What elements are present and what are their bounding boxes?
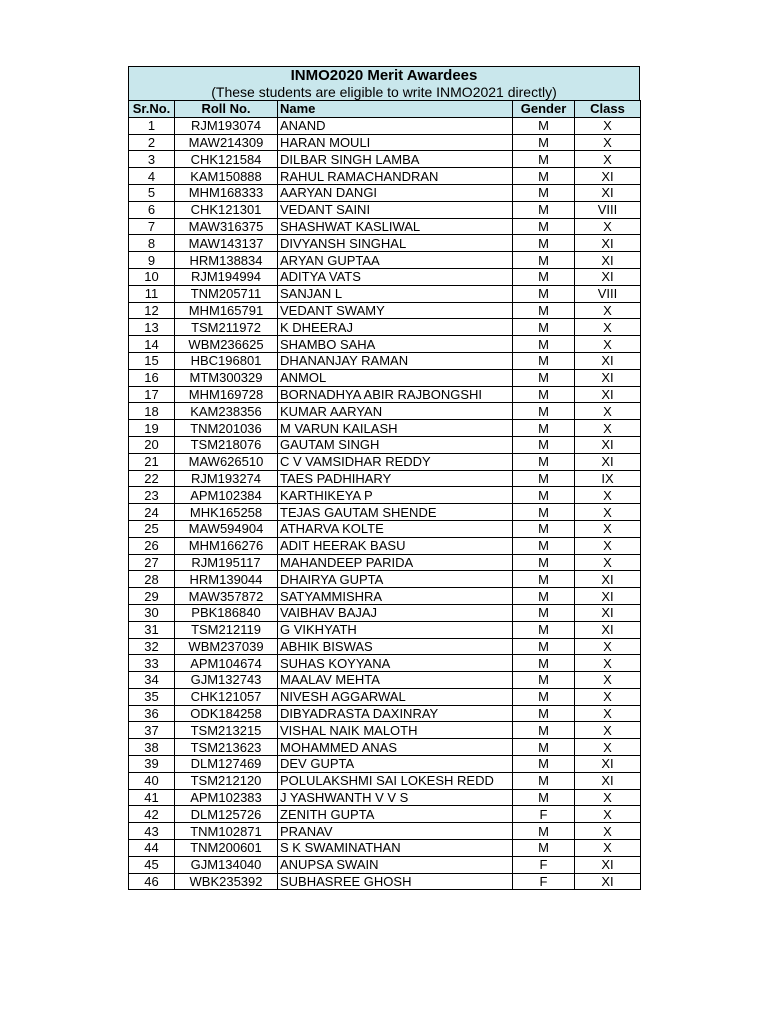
cell-roll-no: TNM200601 bbox=[175, 840, 278, 857]
cell-sr-no: 30 bbox=[129, 604, 175, 621]
table-row bbox=[129, 235, 641, 252]
cell-class: X bbox=[575, 487, 641, 504]
cell-sr-no: 21 bbox=[129, 453, 175, 470]
cell-name: HARAN MOULI bbox=[278, 134, 513, 151]
cell-class: XI bbox=[575, 856, 641, 873]
cell-roll-no: CHK121301 bbox=[175, 201, 278, 218]
cell-name: RAHUL RAMACHANDRAN bbox=[278, 168, 513, 185]
cell-class: X bbox=[575, 134, 641, 151]
table-row bbox=[129, 336, 641, 353]
cell-roll-no: APM102384 bbox=[175, 487, 278, 504]
cell-sr-no: 24 bbox=[129, 504, 175, 521]
cell-sr-no: 37 bbox=[129, 722, 175, 739]
cell-roll-no: TNM102871 bbox=[175, 823, 278, 840]
cell-gender: M bbox=[513, 201, 575, 218]
cell-gender: M bbox=[513, 823, 575, 840]
cell-gender: F bbox=[513, 856, 575, 873]
cell-sr-no: 16 bbox=[129, 369, 175, 386]
cell-name: SANJAN L bbox=[278, 285, 513, 302]
cell-gender: M bbox=[513, 739, 575, 756]
cell-name: MAALAV MEHTA bbox=[278, 672, 513, 689]
table-row bbox=[129, 722, 641, 739]
cell-sr-no: 15 bbox=[129, 352, 175, 369]
table-row bbox=[129, 840, 641, 857]
awardees-table bbox=[128, 100, 641, 890]
table-row bbox=[129, 537, 641, 554]
cell-name: DHANANJAY RAMAN bbox=[278, 352, 513, 369]
cell-sr-no: 20 bbox=[129, 436, 175, 453]
table-row bbox=[129, 268, 641, 285]
cell-sr-no: 40 bbox=[129, 772, 175, 789]
cell-class: X bbox=[575, 638, 641, 655]
cell-name: VAIBHAV BAJAJ bbox=[278, 604, 513, 621]
cell-class: XI bbox=[575, 252, 641, 269]
cell-roll-no: TNM205711 bbox=[175, 285, 278, 302]
cell-sr-no: 43 bbox=[129, 823, 175, 840]
cell-roll-no: MAW143137 bbox=[175, 235, 278, 252]
cell-roll-no: GJM134040 bbox=[175, 856, 278, 873]
cell-gender: M bbox=[513, 688, 575, 705]
cell-roll-no: PBK186840 bbox=[175, 604, 278, 621]
cell-roll-no: DLM125726 bbox=[175, 806, 278, 823]
cell-sr-no: 39 bbox=[129, 756, 175, 773]
cell-class: X bbox=[575, 336, 641, 353]
cell-gender: M bbox=[513, 554, 575, 571]
cell-sr-no: 6 bbox=[129, 201, 175, 218]
cell-gender: M bbox=[513, 520, 575, 537]
cell-sr-no: 44 bbox=[129, 840, 175, 857]
cell-gender: M bbox=[513, 588, 575, 605]
cell-roll-no: RJM193074 bbox=[175, 117, 278, 134]
cell-name: GAUTAM SINGH bbox=[278, 436, 513, 453]
table-row bbox=[129, 436, 641, 453]
cell-gender: M bbox=[513, 168, 575, 185]
cell-name: POLULAKSHMI SAI LOKESH REDD bbox=[278, 772, 513, 789]
cell-gender: M bbox=[513, 672, 575, 689]
cell-name: VEDANT SAINI bbox=[278, 201, 513, 218]
table-row bbox=[129, 386, 641, 403]
cell-class: XI bbox=[575, 604, 641, 621]
cell-name: NIVESH AGGARWAL bbox=[278, 688, 513, 705]
cell-roll-no: TSM212119 bbox=[175, 621, 278, 638]
cell-sr-no: 14 bbox=[129, 336, 175, 353]
cell-name: ARYAN GUPTAA bbox=[278, 252, 513, 269]
table-row bbox=[129, 504, 641, 521]
table-row bbox=[129, 672, 641, 689]
cell-class: XI bbox=[575, 352, 641, 369]
cell-roll-no: TSM213623 bbox=[175, 739, 278, 756]
cell-roll-no: MAW357872 bbox=[175, 588, 278, 605]
cell-name: KUMAR AARYAN bbox=[278, 403, 513, 420]
cell-sr-no: 31 bbox=[129, 621, 175, 638]
table-row bbox=[129, 873, 641, 890]
cell-roll-no: TNM201036 bbox=[175, 420, 278, 437]
cell-name: PRANAV bbox=[278, 823, 513, 840]
cell-sr-no: 12 bbox=[129, 302, 175, 319]
cell-class: X bbox=[575, 840, 641, 857]
cell-sr-no: 41 bbox=[129, 789, 175, 806]
cell-name: ANMOL bbox=[278, 369, 513, 386]
cell-gender: M bbox=[513, 235, 575, 252]
cell-name: VEDANT SWAMY bbox=[278, 302, 513, 319]
cell-roll-no: TSM213215 bbox=[175, 722, 278, 739]
cell-name: DEV GUPTA bbox=[278, 756, 513, 773]
title-banner bbox=[128, 66, 640, 100]
cell-roll-no: HBC196801 bbox=[175, 352, 278, 369]
table-row bbox=[129, 470, 641, 487]
table-row bbox=[129, 319, 641, 336]
cell-sr-no: 19 bbox=[129, 420, 175, 437]
table-row bbox=[129, 520, 641, 537]
cell-sr-no: 29 bbox=[129, 588, 175, 605]
cell-gender: M bbox=[513, 352, 575, 369]
cell-sr-no: 45 bbox=[129, 856, 175, 873]
cell-gender: M bbox=[513, 336, 575, 353]
cell-name: SHASHWAT KASLIWAL bbox=[278, 218, 513, 235]
cell-gender: M bbox=[513, 840, 575, 857]
cell-sr-no: 7 bbox=[129, 218, 175, 235]
table-row bbox=[129, 856, 641, 873]
cell-class: X bbox=[575, 705, 641, 722]
table-row bbox=[129, 621, 641, 638]
cell-class: X bbox=[575, 420, 641, 437]
cell-gender: F bbox=[513, 873, 575, 890]
cell-roll-no: MHM166276 bbox=[175, 537, 278, 554]
cell-class: XI bbox=[575, 184, 641, 201]
cell-class: XI bbox=[575, 168, 641, 185]
table-row bbox=[129, 739, 641, 756]
table-row bbox=[129, 168, 641, 185]
cell-sr-no: 2 bbox=[129, 134, 175, 151]
table-row bbox=[129, 117, 641, 134]
cell-class: XI bbox=[575, 588, 641, 605]
cell-name: ZENITH GUPTA bbox=[278, 806, 513, 823]
cell-gender: M bbox=[513, 537, 575, 554]
column-header-class: Class bbox=[575, 101, 641, 118]
cell-name: SUBHASREE GHOSH bbox=[278, 873, 513, 890]
cell-sr-no: 25 bbox=[129, 520, 175, 537]
table-row bbox=[129, 588, 641, 605]
cell-roll-no: KAM150888 bbox=[175, 168, 278, 185]
cell-gender: M bbox=[513, 504, 575, 521]
cell-roll-no: HRM139044 bbox=[175, 571, 278, 588]
cell-sr-no: 27 bbox=[129, 554, 175, 571]
cell-name: KARTHIKEYA P bbox=[278, 487, 513, 504]
cell-sr-no: 3 bbox=[129, 151, 175, 168]
cell-sr-no: 22 bbox=[129, 470, 175, 487]
cell-gender: M bbox=[513, 571, 575, 588]
table-row bbox=[129, 420, 641, 437]
cell-sr-no: 4 bbox=[129, 168, 175, 185]
merit-list-sheet bbox=[128, 66, 640, 890]
cell-gender: M bbox=[513, 638, 575, 655]
cell-class: X bbox=[575, 319, 641, 336]
cell-roll-no: RJM194994 bbox=[175, 268, 278, 285]
cell-sr-no: 8 bbox=[129, 235, 175, 252]
cell-class: X bbox=[575, 151, 641, 168]
cell-roll-no: DLM127469 bbox=[175, 756, 278, 773]
cell-name: DIVYANSH SINGHAL bbox=[278, 235, 513, 252]
table-row bbox=[129, 655, 641, 672]
table-row bbox=[129, 218, 641, 235]
table-body bbox=[129, 117, 641, 890]
cell-class: X bbox=[575, 504, 641, 521]
cell-name: ANUPSA SWAIN bbox=[278, 856, 513, 873]
table-row bbox=[129, 604, 641, 621]
cell-gender: M bbox=[513, 756, 575, 773]
cell-name: ADITYA VATS bbox=[278, 268, 513, 285]
cell-sr-no: 28 bbox=[129, 571, 175, 588]
cell-roll-no: WBM237039 bbox=[175, 638, 278, 655]
cell-sr-no: 5 bbox=[129, 184, 175, 201]
cell-gender: M bbox=[513, 705, 575, 722]
cell-name: MOHAMMED ANAS bbox=[278, 739, 513, 756]
cell-gender: M bbox=[513, 117, 575, 134]
cell-class: X bbox=[575, 789, 641, 806]
cell-roll-no: ODK184258 bbox=[175, 705, 278, 722]
cell-class: X bbox=[575, 537, 641, 554]
cell-roll-no: APM102383 bbox=[175, 789, 278, 806]
cell-sr-no: 33 bbox=[129, 655, 175, 672]
column-header-sr: Sr.No. bbox=[129, 101, 175, 118]
cell-name: DILBAR SINGH LAMBA bbox=[278, 151, 513, 168]
cell-class: X bbox=[575, 672, 641, 689]
table-row bbox=[129, 806, 641, 823]
cell-gender: M bbox=[513, 252, 575, 269]
cell-class: X bbox=[575, 302, 641, 319]
cell-sr-no: 1 bbox=[129, 117, 175, 134]
cell-gender: M bbox=[513, 772, 575, 789]
cell-roll-no: CHK121057 bbox=[175, 688, 278, 705]
table-row bbox=[129, 453, 641, 470]
cell-class: X bbox=[575, 655, 641, 672]
cell-roll-no: HRM138834 bbox=[175, 252, 278, 269]
cell-roll-no: MHM165791 bbox=[175, 302, 278, 319]
column-header-roll: Roll No. bbox=[175, 101, 278, 118]
cell-gender: M bbox=[513, 621, 575, 638]
cell-class: X bbox=[575, 688, 641, 705]
cell-gender: M bbox=[513, 285, 575, 302]
cell-sr-no: 32 bbox=[129, 638, 175, 655]
cell-roll-no: MTM300329 bbox=[175, 369, 278, 386]
cell-roll-no: MAW594904 bbox=[175, 520, 278, 537]
table-row bbox=[129, 554, 641, 571]
cell-class: XI bbox=[575, 436, 641, 453]
cell-gender: M bbox=[513, 151, 575, 168]
table-row bbox=[129, 184, 641, 201]
cell-roll-no: MAW316375 bbox=[175, 218, 278, 235]
cell-roll-no: MHM168333 bbox=[175, 184, 278, 201]
cell-sr-no: 26 bbox=[129, 537, 175, 554]
table-row bbox=[129, 369, 641, 386]
column-header-name: Name bbox=[278, 101, 513, 118]
cell-sr-no: 17 bbox=[129, 386, 175, 403]
cell-name: DIBYADRASTA DAXINRAY bbox=[278, 705, 513, 722]
cell-roll-no: MAW214309 bbox=[175, 134, 278, 151]
cell-gender: M bbox=[513, 470, 575, 487]
cell-name: S K SWAMINATHAN bbox=[278, 840, 513, 857]
cell-name: TAES PADHIHARY bbox=[278, 470, 513, 487]
cell-gender: M bbox=[513, 604, 575, 621]
cell-class: XI bbox=[575, 268, 641, 285]
cell-roll-no: TSM212120 bbox=[175, 772, 278, 789]
cell-class: XI bbox=[575, 453, 641, 470]
table-row bbox=[129, 638, 641, 655]
cell-class: X bbox=[575, 520, 641, 537]
cell-roll-no: KAM238356 bbox=[175, 403, 278, 420]
cell-gender: M bbox=[513, 134, 575, 151]
table-row bbox=[129, 151, 641, 168]
table-row bbox=[129, 352, 641, 369]
table-row bbox=[129, 134, 641, 151]
sheet-subtitle: (These students are eligible to write INMO2021 directly) bbox=[211, 84, 557, 100]
cell-roll-no: MHM169728 bbox=[175, 386, 278, 403]
cell-gender: M bbox=[513, 403, 575, 420]
cell-name: C V VAMSIDHAR REDDY bbox=[278, 453, 513, 470]
cell-class: XI bbox=[575, 235, 641, 252]
cell-name: M VARUN KAILASH bbox=[278, 420, 513, 437]
cell-name: J YASHWANTH V V S bbox=[278, 789, 513, 806]
cell-class: XI bbox=[575, 873, 641, 890]
cell-name: MAHANDEEP PARIDA bbox=[278, 554, 513, 571]
cell-roll-no: TSM211972 bbox=[175, 319, 278, 336]
cell-gender: M bbox=[513, 789, 575, 806]
cell-class: VIII bbox=[575, 285, 641, 302]
cell-gender: M bbox=[513, 268, 575, 285]
cell-class: X bbox=[575, 554, 641, 571]
header-row bbox=[129, 101, 641, 118]
cell-sr-no: 11 bbox=[129, 285, 175, 302]
table-row bbox=[129, 756, 641, 773]
cell-class: VIII bbox=[575, 201, 641, 218]
cell-gender: M bbox=[513, 722, 575, 739]
cell-name: VISHAL NAIK MALOTH bbox=[278, 722, 513, 739]
cell-gender: M bbox=[513, 218, 575, 235]
cell-class: X bbox=[575, 218, 641, 235]
cell-class: XI bbox=[575, 772, 641, 789]
cell-gender: M bbox=[513, 184, 575, 201]
sheet-title: INMO2020 Merit Awardees bbox=[290, 67, 478, 84]
cell-roll-no: APM104674 bbox=[175, 655, 278, 672]
table-row bbox=[129, 285, 641, 302]
cell-sr-no: 36 bbox=[129, 705, 175, 722]
cell-name: SHAMBO SAHA bbox=[278, 336, 513, 353]
table-row bbox=[129, 789, 641, 806]
cell-class: XI bbox=[575, 571, 641, 588]
cell-sr-no: 10 bbox=[129, 268, 175, 285]
table-row bbox=[129, 705, 641, 722]
cell-sr-no: 23 bbox=[129, 487, 175, 504]
column-header-gender: Gender bbox=[513, 101, 575, 118]
cell-gender: M bbox=[513, 655, 575, 672]
cell-gender: M bbox=[513, 319, 575, 336]
cell-sr-no: 46 bbox=[129, 873, 175, 890]
cell-class: XI bbox=[575, 386, 641, 403]
cell-sr-no: 9 bbox=[129, 252, 175, 269]
cell-roll-no: GJM132743 bbox=[175, 672, 278, 689]
cell-gender: M bbox=[513, 420, 575, 437]
cell-class: XI bbox=[575, 369, 641, 386]
table-row bbox=[129, 823, 641, 840]
table-row bbox=[129, 571, 641, 588]
cell-roll-no: RJM193274 bbox=[175, 470, 278, 487]
cell-name: BORNADHYA ABIR RAJBONGSHI bbox=[278, 386, 513, 403]
table-row bbox=[129, 688, 641, 705]
table-row bbox=[129, 487, 641, 504]
cell-gender: M bbox=[513, 453, 575, 470]
cell-name: AARYAN DANGI bbox=[278, 184, 513, 201]
cell-roll-no: TSM218076 bbox=[175, 436, 278, 453]
cell-gender: M bbox=[513, 487, 575, 504]
cell-roll-no: WBK235392 bbox=[175, 873, 278, 890]
cell-roll-no: RJM195117 bbox=[175, 554, 278, 571]
cell-roll-no: MHK165258 bbox=[175, 504, 278, 521]
cell-name: ANAND bbox=[278, 117, 513, 134]
cell-gender: M bbox=[513, 302, 575, 319]
cell-gender: M bbox=[513, 386, 575, 403]
cell-name: TEJAS GAUTAM SHENDE bbox=[278, 504, 513, 521]
cell-name: ADIT HEERAK BASU bbox=[278, 537, 513, 554]
cell-roll-no: MAW626510 bbox=[175, 453, 278, 470]
table-row bbox=[129, 772, 641, 789]
cell-name: SATYAMMISHRA bbox=[278, 588, 513, 605]
cell-class: XI bbox=[575, 756, 641, 773]
cell-roll-no: CHK121584 bbox=[175, 151, 278, 168]
cell-class: X bbox=[575, 117, 641, 134]
table-row bbox=[129, 403, 641, 420]
cell-sr-no: 13 bbox=[129, 319, 175, 336]
table-row bbox=[129, 252, 641, 269]
cell-gender: F bbox=[513, 806, 575, 823]
cell-class: IX bbox=[575, 470, 641, 487]
cell-class: X bbox=[575, 403, 641, 420]
cell-name: ATHARVA KOLTE bbox=[278, 520, 513, 537]
cell-gender: M bbox=[513, 436, 575, 453]
cell-name: ABHIK BISWAS bbox=[278, 638, 513, 655]
cell-name: G VIKHYATH bbox=[278, 621, 513, 638]
cell-class: X bbox=[575, 739, 641, 756]
cell-class: X bbox=[575, 722, 641, 739]
cell-class: X bbox=[575, 823, 641, 840]
cell-sr-no: 38 bbox=[129, 739, 175, 756]
cell-class: X bbox=[575, 806, 641, 823]
cell-name: K DHEERAJ bbox=[278, 319, 513, 336]
cell-roll-no: WBM236625 bbox=[175, 336, 278, 353]
table-row bbox=[129, 302, 641, 319]
cell-class: XI bbox=[575, 621, 641, 638]
cell-sr-no: 34 bbox=[129, 672, 175, 689]
table-row bbox=[129, 201, 641, 218]
cell-name: DHAIRYA GUPTA bbox=[278, 571, 513, 588]
cell-gender: M bbox=[513, 369, 575, 386]
cell-sr-no: 18 bbox=[129, 403, 175, 420]
cell-sr-no: 35 bbox=[129, 688, 175, 705]
cell-name: SUHAS KOYYANA bbox=[278, 655, 513, 672]
cell-sr-no: 42 bbox=[129, 806, 175, 823]
